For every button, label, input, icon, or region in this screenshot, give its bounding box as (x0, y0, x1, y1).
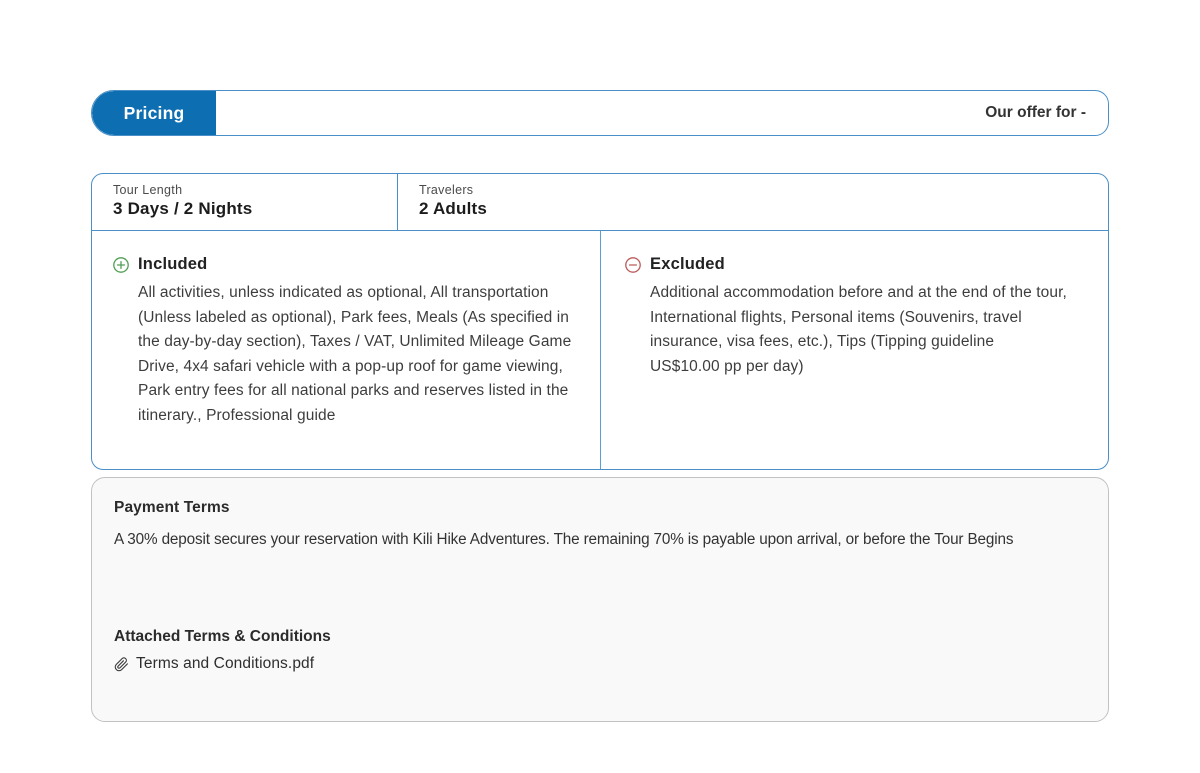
attachment-link[interactable] (114, 655, 314, 673)
tour-summary-row (92, 174, 1108, 231)
inclusions-exclusions-row (92, 231, 1108, 469)
payment-terms-title: Payment Terms (114, 499, 230, 516)
minus-circle-icon (625, 257, 641, 273)
excluded-heading (625, 255, 1068, 274)
tour-length-value: 3 Days / 2 Nights (113, 199, 253, 218)
included-title: Included (138, 255, 208, 273)
attachment-filename: Terms and Conditions.pdf (136, 655, 315, 672)
plus-circle-icon (113, 257, 129, 273)
offer-for-label: Our offer for - (985, 104, 1086, 121)
excluded-section (601, 231, 1108, 469)
paperclip-icon (114, 656, 129, 673)
tour-details-card (91, 173, 1109, 470)
tab-pricing[interactable]: Pricing (92, 91, 216, 135)
pricing-header-bar (91, 90, 1109, 136)
included-text: All activities, unless indicated as optional, All transportation (Unless labeled as optional), Park fees, Meals (As specified in the day-by-day section), Taxes / VAT, Unlimited Mileage Game Drive, 4x4 safari vehicle with a pop-up roof for game viewing, Park entry fees for all national parks and reserves listed in the itinerary., Professional guide (138, 284, 572, 424)
included-section (92, 231, 601, 469)
travelers-cell (398, 174, 507, 230)
excluded-title: Excluded (650, 255, 725, 273)
payment-terms-text: A 30% deposit secures your reservation with Kili Hike Adventures. The remaining 70% is payable upon arrival, or before the Tour Begins (114, 531, 1014, 548)
travelers-value: 2 Adults (419, 199, 488, 218)
excluded-text: Additional accommodation before and at the end of the tour, International flights, Personal items (Souvenirs, travel insurance, visa fees, etc.), Tips (Tipping guideline US$10.00 pp per day) (650, 284, 1067, 375)
tour-length-label: Tour Length (113, 183, 183, 197)
payment-terms-panel (91, 477, 1109, 722)
attached-terms-title: Attached Terms & Conditions (114, 628, 331, 645)
included-heading (113, 255, 572, 274)
tour-length-cell (92, 174, 398, 230)
travelers-label: Travelers (419, 183, 474, 197)
